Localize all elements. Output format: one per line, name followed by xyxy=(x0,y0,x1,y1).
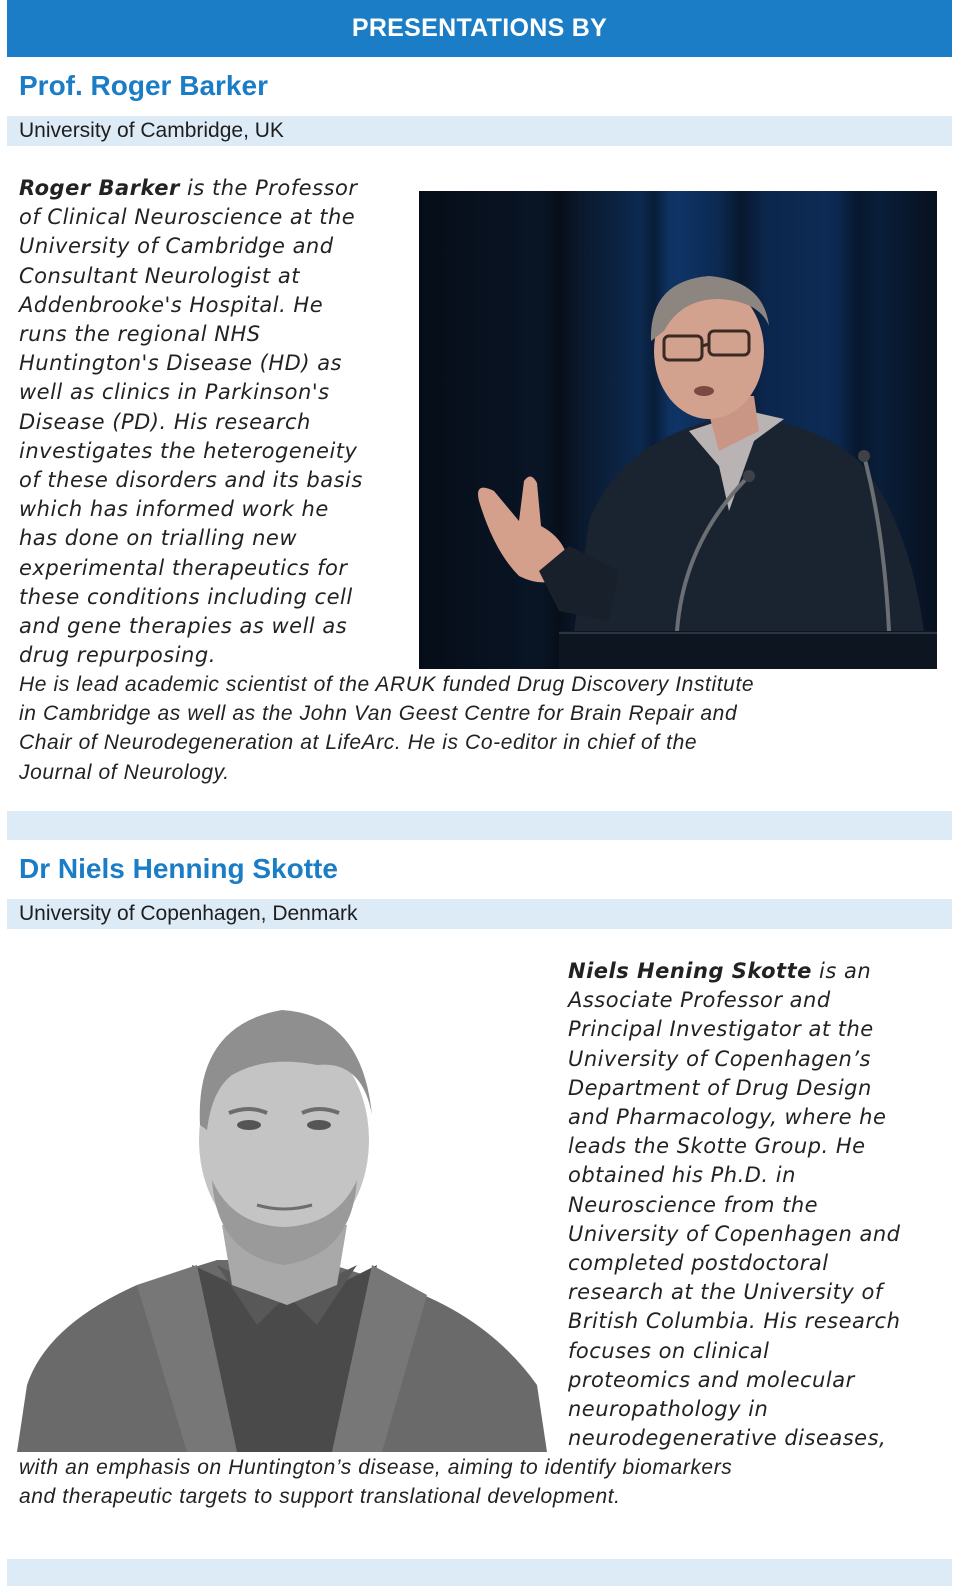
speaker-name: Prof. Roger Barker xyxy=(19,70,268,101)
bio-line: Huntington's Disease (HD) as xyxy=(19,351,343,376)
speaker-photo-roger-barker xyxy=(419,191,937,669)
bio-line: He is lead academic scientist of the ARUK funded Drug Discovery Institute xyxy=(19,673,755,696)
section-divider xyxy=(7,811,952,840)
bio-line: in Cambridge as well as the John Van Geest Centre for Brain Repair and xyxy=(19,702,738,726)
speaker-bio-intro xyxy=(19,174,404,670)
bio-line: experimental therapeutics for xyxy=(19,555,348,580)
bio-line: runs the regional NHS xyxy=(19,322,261,347)
bio-line: which has informed work he xyxy=(19,497,329,522)
speaker-affiliation: University of Cambridge, UK xyxy=(7,116,952,146)
speaker-affiliation: University of Copenhagen, Denmark xyxy=(7,899,952,929)
bio-line: Disease (PD). His research xyxy=(19,409,311,434)
bio-line: focuses on clinical xyxy=(568,1338,770,1363)
bio-line: University of Copenhagen’s xyxy=(568,1046,871,1071)
bio-line: and Pharmacology, where he xyxy=(568,1105,887,1130)
bio-line: leads the Skotte Group. He xyxy=(568,1134,866,1159)
bio-line: investigates the heterogeneity xyxy=(19,438,358,463)
bio-line: of Clinical Neuroscience at the xyxy=(19,205,356,230)
bio-line: University of Copenhagen and xyxy=(568,1221,901,1246)
bio-line: British Columbia. His research xyxy=(568,1309,901,1334)
bio-line: Department of Drug Design xyxy=(568,1075,872,1100)
bio-line: these conditions including cell xyxy=(19,584,353,609)
bio-line: with an emphasis on Huntington’s disease, aiming to identify biomarkers xyxy=(19,1456,733,1479)
speaker-bio-intro xyxy=(568,957,943,1453)
bio-line: and therapeutic targets to support translational development. xyxy=(19,1485,621,1509)
speaker-photo-niels-skotte xyxy=(17,965,551,1452)
bio-lead-name: Roger Barker xyxy=(19,176,180,200)
bio-line: of these disorders and its basis xyxy=(19,468,363,493)
bio-line: Associate Professor and xyxy=(568,988,831,1013)
bio-line: neurodegenerative diseases, xyxy=(568,1426,887,1451)
bio-line: and gene therapies as well as xyxy=(19,614,348,639)
speaker-bio-continued xyxy=(19,670,939,787)
bio-line: Journal of Neurology. xyxy=(19,760,230,784)
section-divider xyxy=(7,1559,952,1586)
bio-line: completed postdoctoral xyxy=(568,1251,829,1276)
bio-line: Addenbrooke's Hospital. He xyxy=(19,292,324,317)
speaker-photo-image xyxy=(419,191,937,669)
bio-line: Principal Investigator at the xyxy=(568,1017,874,1042)
bio-line: neuropathology in xyxy=(568,1397,769,1422)
bio-line: Chair of Neurodegeneration at LifeArc. He is Co-editor in chief of the xyxy=(19,731,698,755)
speaker-photo-image xyxy=(17,965,551,1452)
bio-line: University of Cambridge and xyxy=(19,234,334,259)
bio-lead-name: Niels Hening Skotte xyxy=(568,959,812,983)
bio-line: is an xyxy=(811,959,872,983)
bio-line: is the Professor xyxy=(179,176,358,200)
bio-line: obtained his Ph.D. in xyxy=(568,1163,796,1188)
section-title: PRESENTATIONS BY xyxy=(351,14,608,42)
bio-line: proteomics and molecular xyxy=(568,1367,855,1392)
bio-line: drug repurposing. xyxy=(19,643,216,668)
bio-line: Consultant Neurologist at xyxy=(19,263,300,288)
bio-line: well as clinics in Parkinson's xyxy=(19,380,330,405)
bio-line: Neuroscience from the xyxy=(568,1192,819,1217)
speaker-bio-continued xyxy=(19,1453,939,1511)
speaker-name: Dr Niels Henning Skotte xyxy=(19,853,338,884)
section-header xyxy=(7,0,952,57)
bio-line: has done on trialling new xyxy=(19,526,298,551)
bio-line: research at the University of xyxy=(568,1280,883,1305)
